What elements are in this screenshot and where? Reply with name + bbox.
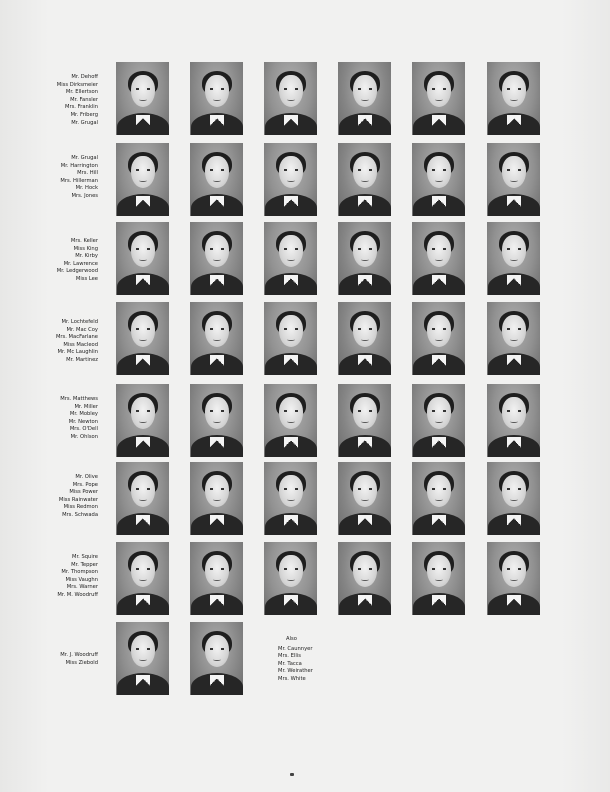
name-label: Mr. Kirby bbox=[75, 253, 98, 260]
also-list bbox=[278, 636, 313, 684]
also-name: Mr. Caunnyer bbox=[278, 645, 313, 652]
portrait-photo bbox=[487, 384, 540, 457]
name-label: Miss Dirksmeier bbox=[56, 81, 98, 88]
portrait-photo bbox=[412, 384, 465, 457]
name-label: Mr. Harrington bbox=[60, 162, 98, 169]
also-name: Mr. Tacca bbox=[278, 660, 302, 667]
name-label: Miss Lee bbox=[75, 275, 98, 282]
portrait-photo bbox=[338, 542, 391, 615]
photo-row bbox=[0, 62, 610, 144]
name-label: Mr. M. Woodruff bbox=[57, 591, 98, 598]
page-mark bbox=[290, 773, 294, 776]
name-label: Mrs. O'Dell bbox=[69, 426, 98, 433]
name-label: Mr. Tepper bbox=[71, 561, 98, 568]
name-label: Mr. Squire bbox=[72, 554, 98, 560]
name-label: Mrs. Franklin bbox=[65, 104, 98, 111]
portrait-photo bbox=[264, 143, 317, 216]
portrait-photo bbox=[264, 222, 317, 295]
name-label: Miss Redmon bbox=[63, 504, 98, 511]
name-label: Mr. Ohlson bbox=[70, 433, 98, 440]
portrait-photo bbox=[487, 222, 540, 295]
portrait-photo bbox=[190, 222, 243, 295]
portrait-photo bbox=[116, 302, 169, 375]
portrait-photo bbox=[116, 62, 169, 135]
photo-row bbox=[0, 384, 610, 466]
name-label: Mr. J. Woodruff bbox=[60, 652, 98, 658]
name-label: Mrs. Pope bbox=[72, 481, 98, 488]
name-list bbox=[0, 554, 98, 600]
portrait-photo bbox=[487, 462, 540, 535]
name-label: Mr. Mc Laughlin bbox=[57, 349, 98, 356]
name-list bbox=[0, 396, 98, 442]
photo-row bbox=[0, 222, 610, 304]
name-label: Mr. Miller bbox=[74, 403, 98, 410]
portrait-photo bbox=[264, 542, 317, 615]
also-name: Mrs. Ellis bbox=[278, 653, 301, 660]
portrait-photo bbox=[190, 302, 243, 375]
portrait-photo bbox=[338, 462, 391, 535]
portrait-photo bbox=[116, 622, 169, 695]
portrait-photo bbox=[116, 542, 169, 615]
name-list bbox=[0, 74, 98, 127]
portrait-photo bbox=[264, 384, 317, 457]
portrait-photo bbox=[412, 143, 465, 216]
also-name: Mrs. White bbox=[278, 675, 306, 682]
name-label: Mrs. MacFarlane bbox=[55, 334, 98, 341]
name-list bbox=[0, 652, 98, 667]
portrait-photo bbox=[190, 143, 243, 216]
portrait-photo bbox=[487, 542, 540, 615]
portrait-photo bbox=[190, 622, 243, 695]
name-label: Miss Vaughn bbox=[65, 576, 98, 583]
portrait-photo bbox=[338, 62, 391, 135]
also-title: Also bbox=[286, 636, 297, 642]
portrait-photo bbox=[412, 222, 465, 295]
portrait-photo bbox=[338, 302, 391, 375]
portrait-photo bbox=[116, 384, 169, 457]
name-label: Mrs. Matthews bbox=[60, 396, 98, 402]
name-label: Mr. Grugal bbox=[71, 119, 98, 126]
name-label: Mrs. Keller bbox=[70, 238, 98, 244]
portrait-photo bbox=[190, 62, 243, 135]
photo-row bbox=[0, 542, 610, 624]
name-list bbox=[0, 238, 98, 284]
name-label: Mrs. Hill bbox=[77, 170, 98, 177]
portrait-photo bbox=[412, 462, 465, 535]
name-label: Mr. Martinez bbox=[66, 356, 98, 363]
portrait-photo bbox=[487, 302, 540, 375]
name-label: Miss Macleod bbox=[63, 341, 98, 348]
name-label: Mr. Hock bbox=[75, 185, 98, 192]
portrait-photo bbox=[412, 62, 465, 135]
name-label: Miss Ziebold bbox=[65, 659, 98, 666]
portrait-photo bbox=[264, 462, 317, 535]
photo-row bbox=[0, 143, 610, 225]
portrait-photo bbox=[487, 62, 540, 135]
name-label: Mr. Lochtefeld bbox=[61, 319, 98, 325]
name-list bbox=[0, 319, 98, 365]
portrait-photo bbox=[338, 222, 391, 295]
name-label: Mr. Fansler bbox=[70, 96, 98, 103]
photo-row bbox=[0, 302, 610, 384]
name-label: Mr. Ledgerwood bbox=[56, 268, 98, 275]
name-label: Miss Power bbox=[69, 489, 98, 496]
portrait-photo bbox=[190, 462, 243, 535]
portrait-photo bbox=[338, 384, 391, 457]
portrait-photo bbox=[412, 302, 465, 375]
also-name: Mr. Weirather bbox=[278, 668, 313, 675]
name-label: Mr. Newton bbox=[68, 418, 98, 425]
name-label: Mrs. Schwada bbox=[62, 511, 98, 518]
name-label: Mr. Dehoff bbox=[71, 74, 98, 80]
name-label: Mr. Mac Coy bbox=[66, 326, 98, 333]
portrait-photo bbox=[264, 302, 317, 375]
name-list bbox=[0, 155, 98, 201]
name-label: Miss King bbox=[73, 245, 98, 252]
name-label: Mr. Olive bbox=[75, 474, 98, 480]
portrait-photo bbox=[264, 62, 317, 135]
name-label: Mr. Thompson bbox=[61, 569, 98, 576]
portrait-photo bbox=[338, 143, 391, 216]
name-label: Mr. Ellertson bbox=[65, 89, 98, 96]
portrait-photo bbox=[412, 542, 465, 615]
portrait-photo bbox=[116, 143, 169, 216]
portrait-photo bbox=[116, 222, 169, 295]
name-label: Mr. Grugal bbox=[71, 155, 98, 161]
name-list bbox=[0, 474, 98, 520]
name-label: Mrs. Warner bbox=[66, 584, 98, 591]
name-label: Mr. Friberg bbox=[70, 111, 98, 118]
name-label: Mr. Mobley bbox=[69, 411, 98, 418]
portrait-photo bbox=[116, 462, 169, 535]
portrait-photo bbox=[487, 143, 540, 216]
name-label: Mrs. Jones bbox=[71, 192, 98, 199]
portrait-photo bbox=[190, 542, 243, 615]
portrait-photo bbox=[190, 384, 243, 457]
photo-row bbox=[0, 462, 610, 544]
name-label: Miss Rainwater bbox=[58, 496, 98, 503]
name-label: Mrs. Hillerman bbox=[60, 177, 98, 184]
name-label: Mr. Lawrence bbox=[63, 260, 98, 267]
